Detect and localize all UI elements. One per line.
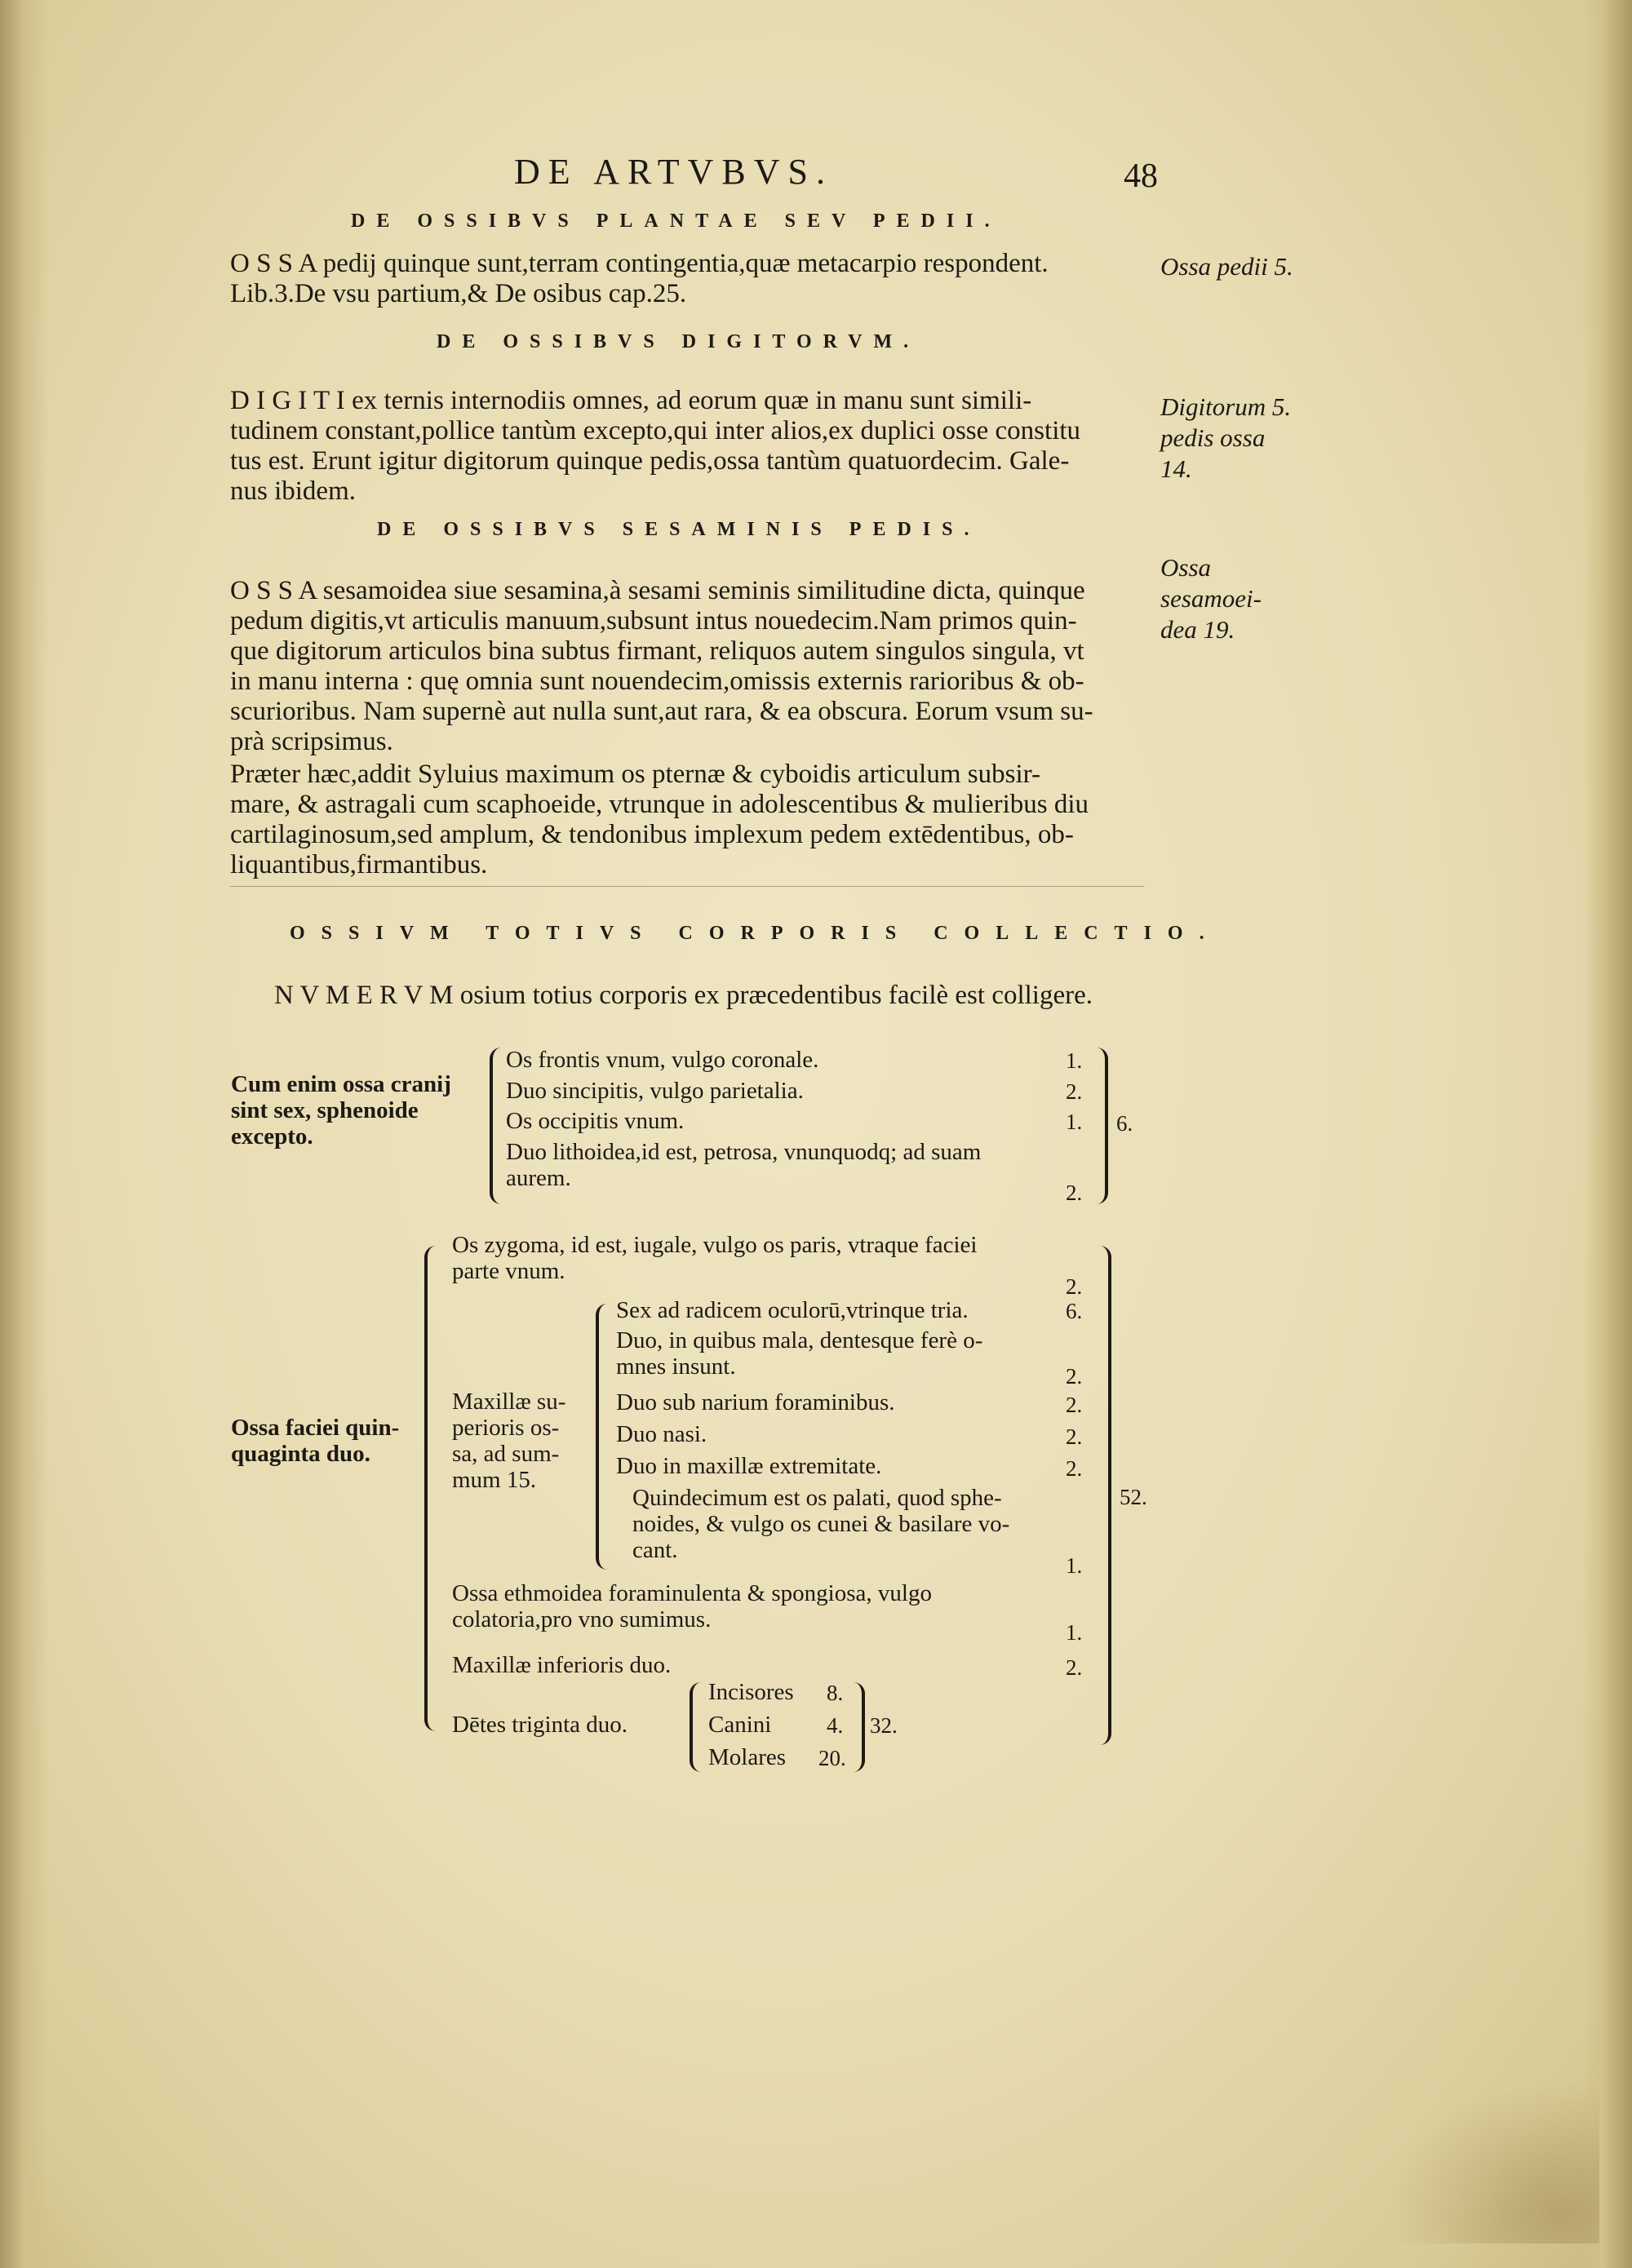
maxilla-row-2: Duo, in quibus mala, dentesque ferè o- mnes insunt. xyxy=(616,1327,983,1380)
maxilla-row-1: Sex ad radicem oculorū,vtrinque tria. xyxy=(616,1297,969,1323)
maxilla-num-5: 2. xyxy=(1066,1456,1083,1481)
collectio-heading: OSSIVM TOTIVS CORPORIS COLLECTIO. xyxy=(290,923,1221,944)
cranium-label: Cum enim ossa cranij sint sex, sphenoide excepto. xyxy=(231,1071,451,1150)
maxilla-row-4: Duo nasi. xyxy=(616,1421,707,1447)
section-divider xyxy=(230,886,1144,887)
ethmoid-row: Ossa ethmoidea foraminulenta & spongiosa, vulgo colatoria,pro vno sumimus. xyxy=(452,1580,932,1632)
maxilla-num-1: 6. xyxy=(1066,1299,1083,1323)
section-text-sesaminis: O S S A sesamoidea siue sesamina,à sesami seminis similitudine dicta, quinque pedum digitis,vt articulis manuum,subsunt intus nouedecim.Nam primos quin- que digitorum articulos bina subtus firmant, reliquos autem singulos singula, vt in manu interna : quę omnia sunt nouendecim,omissis externis rarioribus & ob- scurioribus. Nam supernè aut nulla sunt,aut rara, & ea obscura. Eorum vsum su- prà scripsimus. xyxy=(230,576,1093,756)
section-text-pedii: O S S A pedij quinque sunt,terram contingentia,quæ metacarpio respondent. Lib.3.De vsu partium,& De osibus cap.25. xyxy=(230,249,1049,308)
section-text-digitorum: D I G I T I ex ternis internodiis omnes, ad eorum quæ in manu sunt simili- tudinem constant,pollice tantùm excepto,qui inter alios,ex duplici osse constitu tus est. Erunt igitur digitorum quinque pedis,ossa tantùm quatuordecim. Gale- nus ibidem. xyxy=(230,386,1081,506)
inferior-row: Maxillæ inferioris duo. xyxy=(452,1652,672,1678)
maxilla-num-4: 2. xyxy=(1066,1424,1083,1449)
cranium-num-3: 1. xyxy=(1066,1110,1083,1134)
dentes-num-2: 4. xyxy=(827,1713,844,1738)
zygoma-row: Os zygoma, id est, iugale, vulgo os paris, vtraque faciei parte vnum. xyxy=(452,1232,978,1284)
cranium-num-4: 2. xyxy=(1066,1181,1083,1205)
facies-brace-left xyxy=(424,1246,442,1731)
maxilla-row-5: Duo in maxillæ extremitate. xyxy=(616,1453,882,1479)
facies-label: Ossa faciei quin- quaginta duo. xyxy=(231,1415,400,1467)
maxilla-row-3: Duo sub narium foraminibus. xyxy=(616,1389,895,1415)
cranium-brace-right xyxy=(1092,1048,1108,1204)
cranium-row-3: Os occipitis vnum. xyxy=(506,1108,685,1134)
maxilla-brace xyxy=(596,1304,612,1570)
section-heading-pedii: DE OSSIBVS PLANTAE SEV PEDII. xyxy=(351,210,1001,232)
show-through xyxy=(245,351,1142,380)
margin-note-pedii: Ossa pedii 5. xyxy=(1160,252,1293,281)
section-text-sesaminis-2: Præter hæc,addit Syluius maximum os pternæ & cyboidis articulum subsir- mare, & astragali cum scaphoeide, vtrunque in adolescentibus & mulieribus diu cartilaginosum,sed amplum, & tendonibus implexum pedem extēdentibus, ob- liquantibus,firmantibus. xyxy=(230,760,1089,879)
dentes-num-3: 20. xyxy=(818,1746,846,1770)
maxilla-num-3: 2. xyxy=(1066,1393,1083,1417)
dentes-row-2: Canini xyxy=(708,1712,772,1738)
section-heading-digitorum: DE OSSIBVS DIGITORVM. xyxy=(437,331,920,352)
cranium-num-2: 2. xyxy=(1066,1079,1083,1104)
dentes-num-1: 8. xyxy=(827,1681,844,1705)
dentes-brace-left xyxy=(690,1682,704,1772)
maxilla-label: Maxillæ su- perioris os- sa, ad sum- mum 15. xyxy=(452,1389,566,1493)
cranium-row-1: Os frontis vnum, vulgo coronale. xyxy=(506,1047,819,1073)
cranium-num-1: 1. xyxy=(1066,1048,1083,1073)
margin-note-sesaminis: Ossa sesamoei- dea 19. xyxy=(1160,553,1262,644)
zygoma-num: 2. xyxy=(1066,1274,1083,1299)
folio-number: 48 xyxy=(1124,157,1158,195)
cranium-row-2: Duo sincipitis, vulgo parietalia. xyxy=(506,1078,804,1104)
dentes-brace-right xyxy=(850,1682,865,1772)
collectio-intro: N V M E R V M osium totius corporis ex præcedentibus facilè est colligere. xyxy=(274,981,1093,1010)
maxilla-num-2: 2. xyxy=(1066,1364,1083,1389)
cranium-row-4: Duo lithoidea,id est, petrosa, vnunquodq; ad suam aurem. xyxy=(506,1139,982,1191)
corner-stain xyxy=(1387,2080,1599,2244)
cranium-brace-left xyxy=(490,1048,506,1204)
page-edge-right xyxy=(1583,0,1632,2268)
maxilla-row-6: Quindecimum est os palati, quod sphe- noides, & vulgo os cunei & basilare vo- cant. xyxy=(632,1485,1010,1563)
running-head: DE ARTVBVS. xyxy=(514,152,833,192)
facies-total: 52. xyxy=(1120,1485,1147,1509)
maxilla-num-6: 1. xyxy=(1066,1553,1083,1578)
page-edge-left xyxy=(0,0,49,2268)
dentes-label: Dētes triginta duo. xyxy=(452,1712,628,1738)
section-heading-sesaminis: DE OSSIBVS SESAMINIS PEDIS. xyxy=(377,519,981,540)
cranium-total: 6. xyxy=(1116,1111,1133,1136)
dentes-row-3: Molares xyxy=(708,1744,787,1770)
margin-note-digitorum: Digitorum 5. pedis ossa 14. xyxy=(1160,392,1292,483)
dentes-row-1: Incisores xyxy=(708,1679,794,1705)
inferior-num: 2. xyxy=(1066,1655,1083,1680)
dentes-total: 32. xyxy=(870,1713,898,1738)
facies-brace-right xyxy=(1093,1246,1111,1745)
ethmoid-num: 1. xyxy=(1066,1620,1083,1645)
